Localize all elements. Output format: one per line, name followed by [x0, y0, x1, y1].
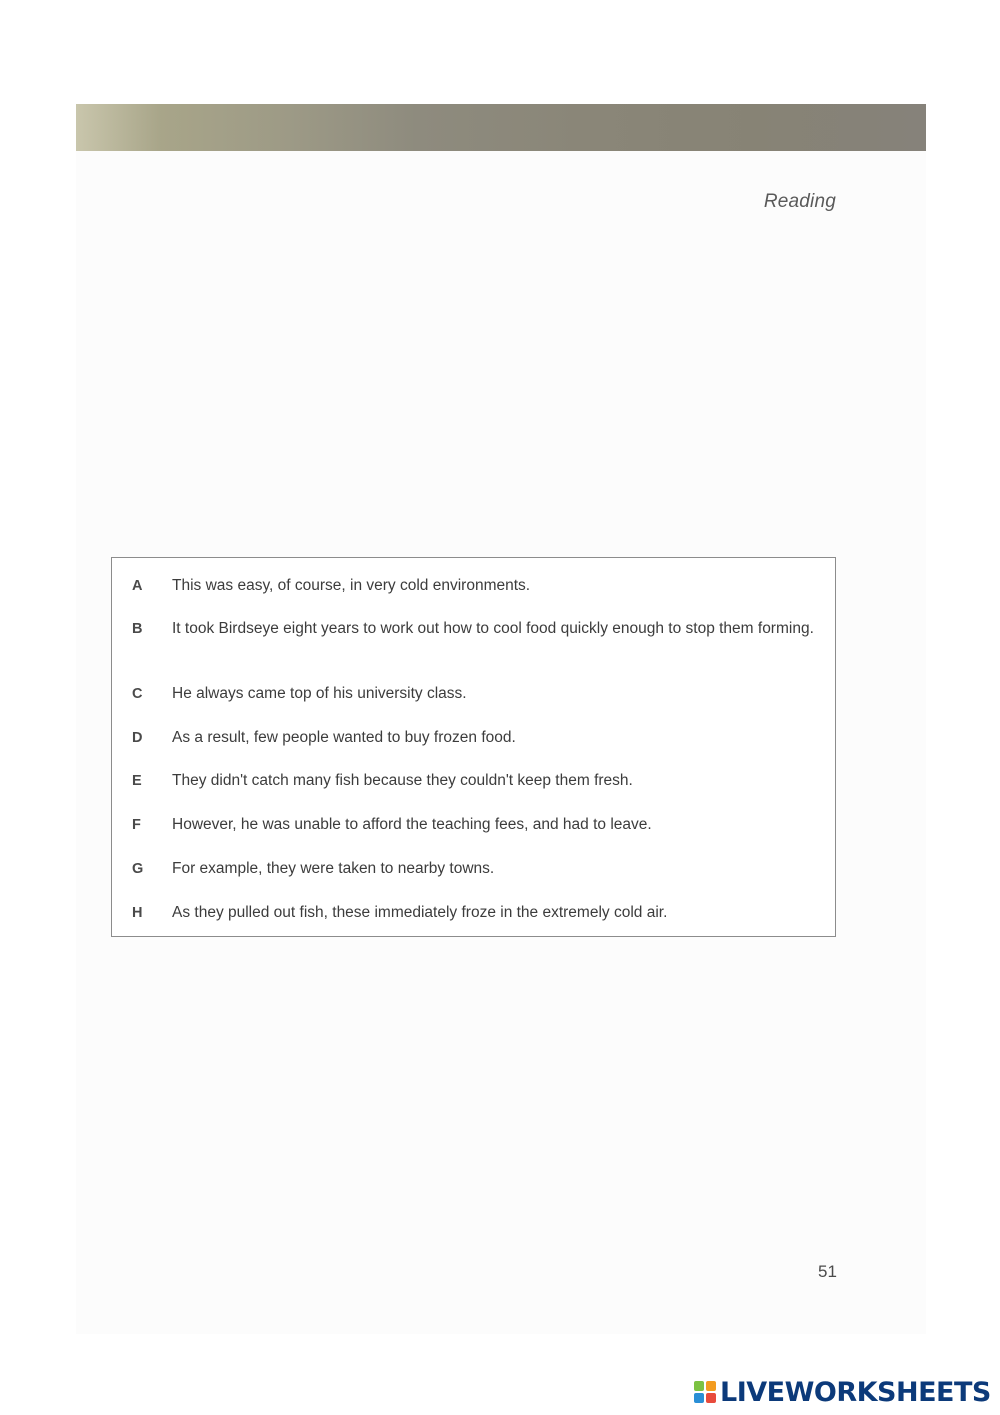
- page-number: 51: [818, 1262, 837, 1281]
- logo-square-green: [694, 1381, 704, 1391]
- option-text: They didn't catch many fish because they couldn't keep them fresh.: [172, 772, 633, 789]
- option-text: As they pulled out fish, these immediately froze in the extremely cold air.: [172, 904, 668, 921]
- option-letter: B: [132, 621, 143, 637]
- option-letter: F: [132, 817, 141, 833]
- option-letter: C: [132, 686, 143, 702]
- header-band: [76, 104, 926, 151]
- option-text: He always came top of his university class.: [172, 685, 467, 702]
- option-text: As a result, few people wanted to buy frozen food.: [172, 729, 516, 746]
- liveworksheets-logo-icon: [694, 1381, 716, 1403]
- option-text: However, he was unable to afford the teaching fees, and had to leave.: [172, 816, 652, 833]
- option-letter: G: [132, 861, 144, 877]
- option-text: This was easy, of course, in very cold environments.: [172, 577, 531, 594]
- liveworksheets-brand[interactable]: [694, 1376, 991, 1408]
- option-text: For example, they were taken to nearby towns.: [172, 860, 495, 877]
- logo-square-blue: [694, 1393, 704, 1403]
- option-letter: E: [132, 773, 142, 789]
- option-text: It took Birdseye eight years to work out how to cool food quickly enough to stop them forming.: [172, 620, 814, 637]
- option-letter: H: [132, 905, 143, 921]
- option-letter: D: [132, 730, 143, 746]
- option-letter: A: [132, 578, 143, 594]
- logo-square-red: [706, 1393, 716, 1403]
- sentence-options-box: [111, 557, 836, 937]
- logo-square-orange: [706, 1381, 716, 1391]
- brand-name: LIVEWORKSHEETS: [720, 1376, 991, 1408]
- section-title: Reading: [763, 191, 836, 212]
